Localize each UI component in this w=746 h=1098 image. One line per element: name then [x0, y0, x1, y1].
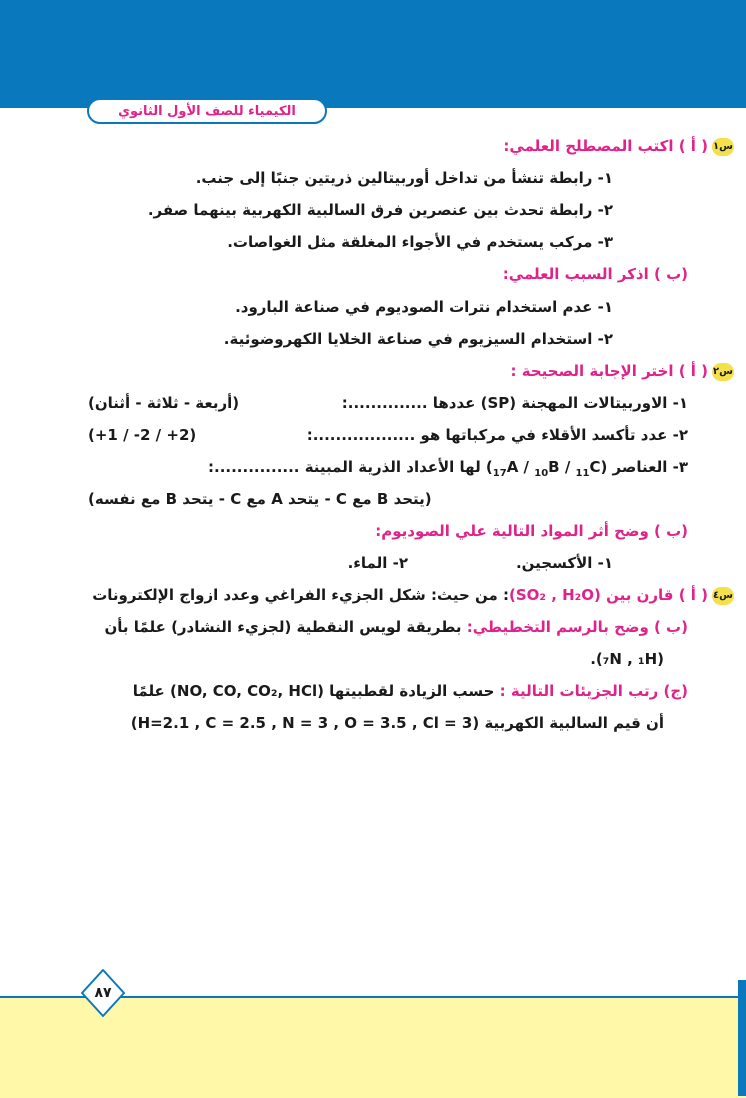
- q1-a-item-1: ١- رابطة تنشأ من تداخل أوربيتالين ذريتين جنبًا إلى جنب.: [195, 169, 613, 187]
- q3-part-c-heading: (ج) رتب الجزيئات التالية : حسب الزيادة لقطبيتها (NO, CO, CO₂, HCl) علمًا: [132, 682, 688, 700]
- q1-a-item-2: ٢- رابطة تحدث بين عنصرين فرق السالبية الكهربية بينهما صفر.: [147, 201, 613, 219]
- q2-a-item-3: ٣- العناصر $(_{17}A / _{10}B / _{11}C)$ لها الأعداد الذرية المبينة ...............:: [208, 458, 688, 479]
- q2-a-item-1: ١- الاوربيتالات المهجنة (SP) عددها ..............:: [341, 394, 688, 412]
- q1-part-b-heading: (ب ) اذكر السبب العلمي:: [502, 265, 688, 283]
- q3-part-b-line2: (₇N , ₁H).: [590, 650, 664, 668]
- page-number: ٨٧: [94, 985, 112, 1001]
- q2-part-a-heading: س٢( أ ) اختر الإجابة الصحيحة :: [510, 362, 733, 380]
- q1-b-item-2: ٢- استخدام السيزيوم في صناعة الخلايا الكهروضوئية.: [223, 330, 613, 348]
- q3-part-c-line2: أن قيم السالبية الكهربية (H=2.1 , C = 2.5 , N = 3 , O = 3.5 , Cl = 3): [130, 714, 664, 732]
- element-list: $_{17}$A / $_{10}$B / $_{11}$C: [492, 458, 601, 479]
- q3-part-a-heading: س٤( أ ) قارن بين (SO₂ , H₂O): من حيث: شكل الجزيء الفراغي وعدد ازواج الإلكترونات: [92, 586, 733, 604]
- q2-a-item-2-choices: (+1 / -2 / +2): [88, 426, 197, 444]
- question-number-badge: س١: [712, 138, 734, 156]
- question-number-badge: س٤: [712, 587, 734, 605]
- question-number-badge: س٢: [712, 363, 734, 381]
- q1-part-a-heading: س١( أ ) اكتب المصطلح العلمي:: [503, 137, 733, 155]
- q1-b-item-1: ١- عدم استخدام نترات الصوديوم في صناعة البارود.: [235, 298, 613, 316]
- q2-part-b-heading: (ب ) وضح أثر المواد التالية علي الصوديوم:: [375, 522, 688, 540]
- q1-a-item-3: ٣- مركب يستخدم في الأجواء المغلقة مثل الغواصات.: [227, 233, 613, 251]
- q2-b-item-1: ١- الأكسجين.: [515, 554, 613, 572]
- q2-a-item-1-choices: (أربعة - ثلاثة - أثنان): [88, 394, 240, 412]
- q2-b-item-2: ٢- الماء.: [347, 554, 408, 572]
- header-title: الكيمياء للصف الأول الثانوي: [118, 103, 296, 119]
- q2-a-item-3-choices: (يتحد B مع C - يتحد A مع C - يتحد B مع نفسه): [88, 490, 432, 508]
- page-number-badge: [78, 968, 128, 1018]
- footer-edge-bar: [738, 980, 746, 1096]
- q2-a-item-2: ٢- عدد تأكسد الأقلاء في مركباتها هو ..................:: [306, 426, 688, 444]
- q3-part-b-heading: (ب ) وضح بالرسم التخطيطي: بطريقة لويس النقطية (لجزيء النشادر) علمًا بأن: [104, 618, 688, 636]
